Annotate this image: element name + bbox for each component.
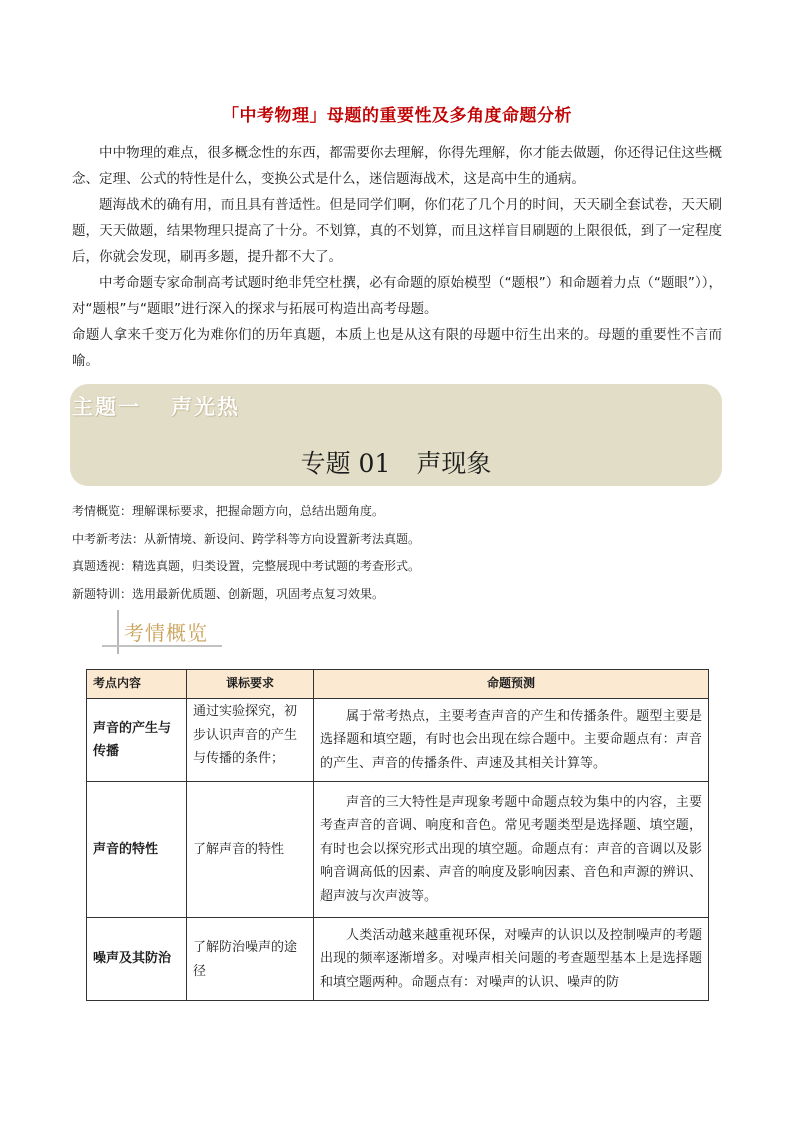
- requirement-cell: 通过实验探究，初步认识声音的产生与传播的条件；: [187, 699, 314, 782]
- topic-number: 专题 01: [300, 449, 391, 478]
- intro-paragraph: 命题人拿来千变万化为难你们的历年真题，本质上也是从这有限的母题中衍生出来的。母题的重要性不言而喻。: [72, 327, 722, 369]
- table-header-cell: 课标要求: [187, 670, 314, 699]
- theme-heading: [72, 391, 240, 421]
- guide-item: 考情概览：理解课标要求，把握命题方向，总结出题角度。: [72, 504, 385, 518]
- guide-list: [72, 498, 420, 608]
- table-header-row: [87, 670, 709, 699]
- guide-item: 新题特训：选用最新优质题、创新题，巩固考点复习效果。: [72, 586, 385, 601]
- requirement-cell: 了解声音的特性: [187, 782, 314, 918]
- topic-cell: 声音的产生与传播: [87, 699, 187, 782]
- topic-name: 声现象: [416, 449, 492, 478]
- requirement-cell: 了解防治噪声的途径: [187, 918, 314, 1001]
- theme-name: 声光热: [171, 395, 240, 419]
- table-row: [87, 699, 709, 782]
- prediction-cell: 声音的三大特性是声现象考题中命题点较为集中的内容，主要考查声音的音调、响度和音色。常见考题类型是选择题、填空题，有时也会以探究形式出现的填空题。命题点有：声音的音调以及影响音调高低的因素、声音的响度及影响因素、音色和声源的辨识、超声波与次声波等。: [314, 782, 709, 918]
- guide-item: 中考新考法：从新情境、新设问、跨学科等方向设置新考法真题。: [72, 531, 421, 546]
- section-decoration-line: [117, 610, 119, 654]
- section-title: 考情概览: [124, 621, 208, 645]
- topic-cell: 声音的特性: [87, 782, 187, 918]
- prediction-cell: 人类活动越来越重视环保，对噪声的认识以及控制噪声的考题出现的频率逐渐增多。对噪声相关问题的考查题型基本上是选择题和填空题两种。命题点有：对噪声的认识、噪声的防: [314, 918, 709, 1001]
- topic-cell: 噪声及其防治: [87, 918, 187, 1001]
- table-row: [87, 918, 709, 1001]
- intro-paragraph: 中考命题专家命制高考试题时绝非凭空杜撰，必有命题的原始模型（“题根”）和命题着力点（“题眼”）），对“题根”与“题眼”进行深入的探求与拓展可构造出高考母题。: [72, 275, 722, 317]
- topic-heading: [70, 444, 722, 480]
- intro-paragraph: 中中物理的难点，很多概念性的东西，都需要你去理解，你得先理解，你才能去做题，你还得记住这些概念、定理、公式的特性是什么，变换公式是什么，迷信题海战术，这是高中生的通病。: [72, 145, 722, 187]
- document-title: 「中考物理」母题的重要性及多角度命题分析: [222, 106, 572, 126]
- exam-overview-table: [86, 669, 709, 1001]
- intro-paragraph: 题海战术的确有用，而且具有普适性。但是同学们啊，你们花了几个月的时间，天天刷全套试卷，天天刷题，天天做题，结果物理只提高了十分。不划算，真的不划算，而且这样盲目刷题的上限很低，到了一定程度后，你就会发现，刷再多题，提升都不大了。: [72, 197, 722, 265]
- table-row: [87, 782, 709, 918]
- prediction-cell: 属于常考热点，主要考查声音的产生和传播条件。题型主要是选择题和填空题，有时也会出现在综合题中。主要命题点有：声音的产生、声音的传播条件、声速及其相关计算等。: [314, 699, 709, 782]
- intro-section: [72, 140, 722, 374]
- topic-banner: [70, 384, 722, 486]
- guide-item: 真题透视：精选真题，归类设置，完整展现中考试题的考查形式。: [72, 559, 421, 573]
- table-header-cell: 考点内容: [87, 670, 187, 699]
- table-header-cell: 命题预测: [314, 670, 709, 699]
- theme-label: 主题一: [72, 395, 141, 419]
